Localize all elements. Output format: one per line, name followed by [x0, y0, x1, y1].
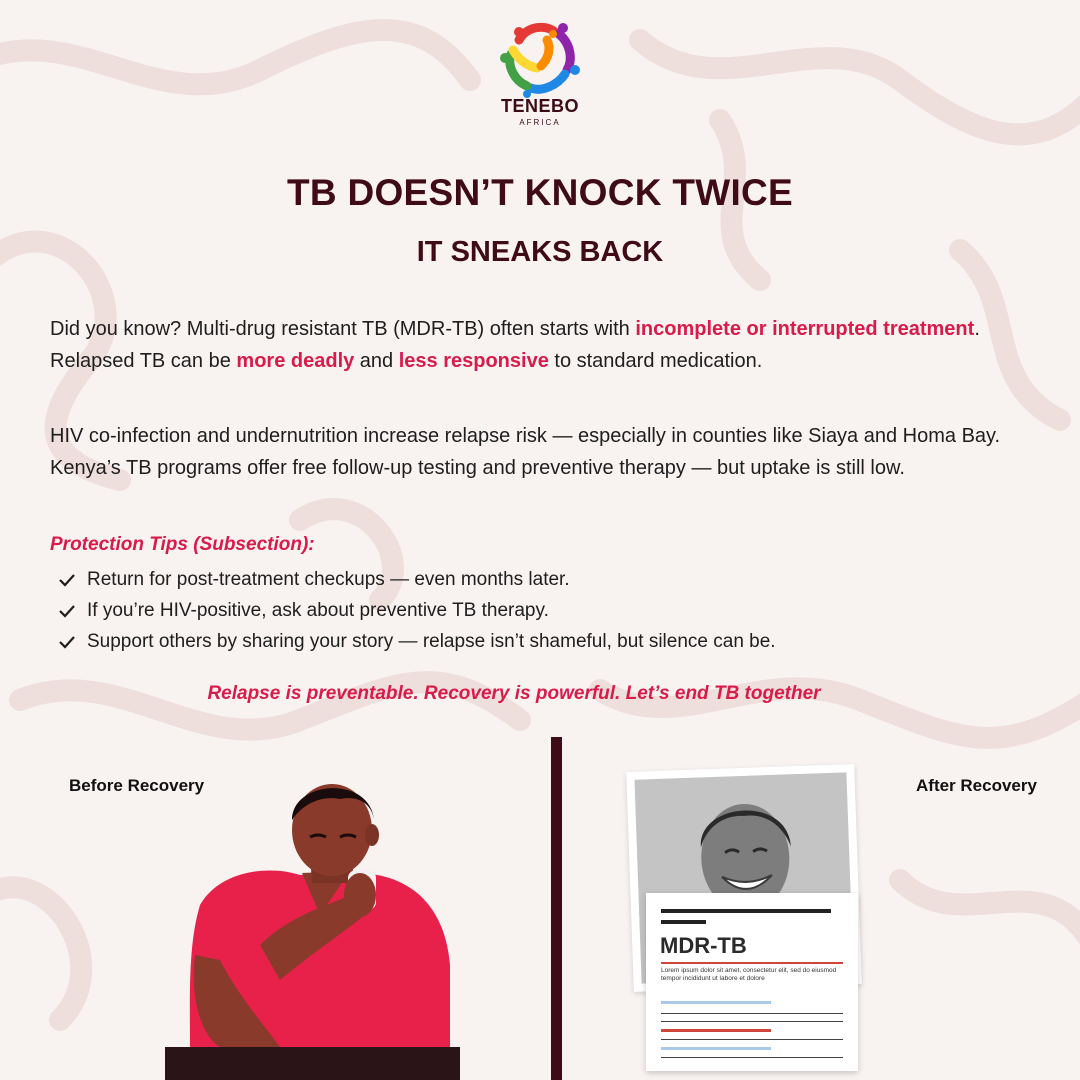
tip-text: If you’re HIV-positive, ask about preventive TB therapy.: [87, 599, 549, 621]
document-header-bar: [661, 920, 706, 924]
document-line: [661, 1013, 843, 1014]
checkmark-icon: [58, 635, 76, 649]
intro-paragraph: [50, 313, 1040, 377]
before-recovery-label: Before Recovery: [69, 776, 205, 795]
section-divider: [551, 737, 562, 1080]
page-title: TB DOESN’T KNOCK TWICE: [286, 172, 794, 213]
brand-subtitle: AFRICA: [519, 118, 561, 127]
after-recovery-label: After Recovery: [916, 776, 1037, 795]
tips-list: [58, 564, 776, 657]
intro-highlight-1: incomplete or interrupted treatment: [635, 318, 975, 340]
intro-text-2: . Relapsed TB can be: [50, 318, 980, 372]
intro-highlight-2: more deadly: [236, 350, 355, 372]
closing-message: Relapse is preventable. Recovery is powerful. Let’s end TB together: [207, 683, 821, 704]
tenebo-logo: [495, 18, 585, 127]
document-line: [661, 1039, 843, 1040]
tip-text: Return for post-treatment checkups — even months later.: [87, 568, 570, 590]
tips-heading: Protection Tips (Subsection):: [50, 534, 315, 555]
document-red-rule: [661, 962, 843, 964]
page-subtitle: IT SNEAKS BACK: [416, 236, 664, 268]
tip-item: [58, 626, 776, 657]
intro-highlight-3: less responsive: [398, 350, 549, 372]
tip-item: [58, 564, 776, 595]
risk-paragraph: HIV co-infection and undernutrition increase relapse risk — especially in counties like Siaya and Homa Bay. Kenya’s TB programs offer free follow-up testing and preventive therapy — but uptake is still low.: [50, 425, 1001, 479]
mdr-tb-document: [646, 893, 858, 1071]
checkmark-icon: [58, 573, 76, 587]
document-line: [661, 1001, 771, 1004]
document-line: [661, 1021, 843, 1022]
coughing-man-illustration: [160, 765, 460, 1080]
brand-name: TENEBO: [500, 96, 579, 116]
document-header-bar: [661, 909, 831, 913]
document-line: [661, 1047, 771, 1050]
document-body: Lorem ipsum dolor sit amet, consectetur elit, sed do eiusmod tempor incididunt ut labore et dolore: [661, 967, 837, 982]
document-line: [661, 1057, 843, 1058]
intro-text-4: to standard medication.: [548, 350, 763, 372]
intro-text-1: Did you know? Multi-drug resistant TB (MDR-TB) often starts with: [50, 318, 636, 340]
tip-text: Support others by sharing your story — relapse isn’t shameful, but silence can be.: [87, 630, 776, 652]
checkmark-icon: [58, 604, 76, 618]
document-line: [661, 1029, 771, 1032]
intro-text-3: and: [354, 350, 399, 372]
logo-people-circle-icon: [497, 18, 583, 98]
tip-item: [58, 595, 776, 626]
document-title: MDR-TB: [660, 933, 747, 958]
